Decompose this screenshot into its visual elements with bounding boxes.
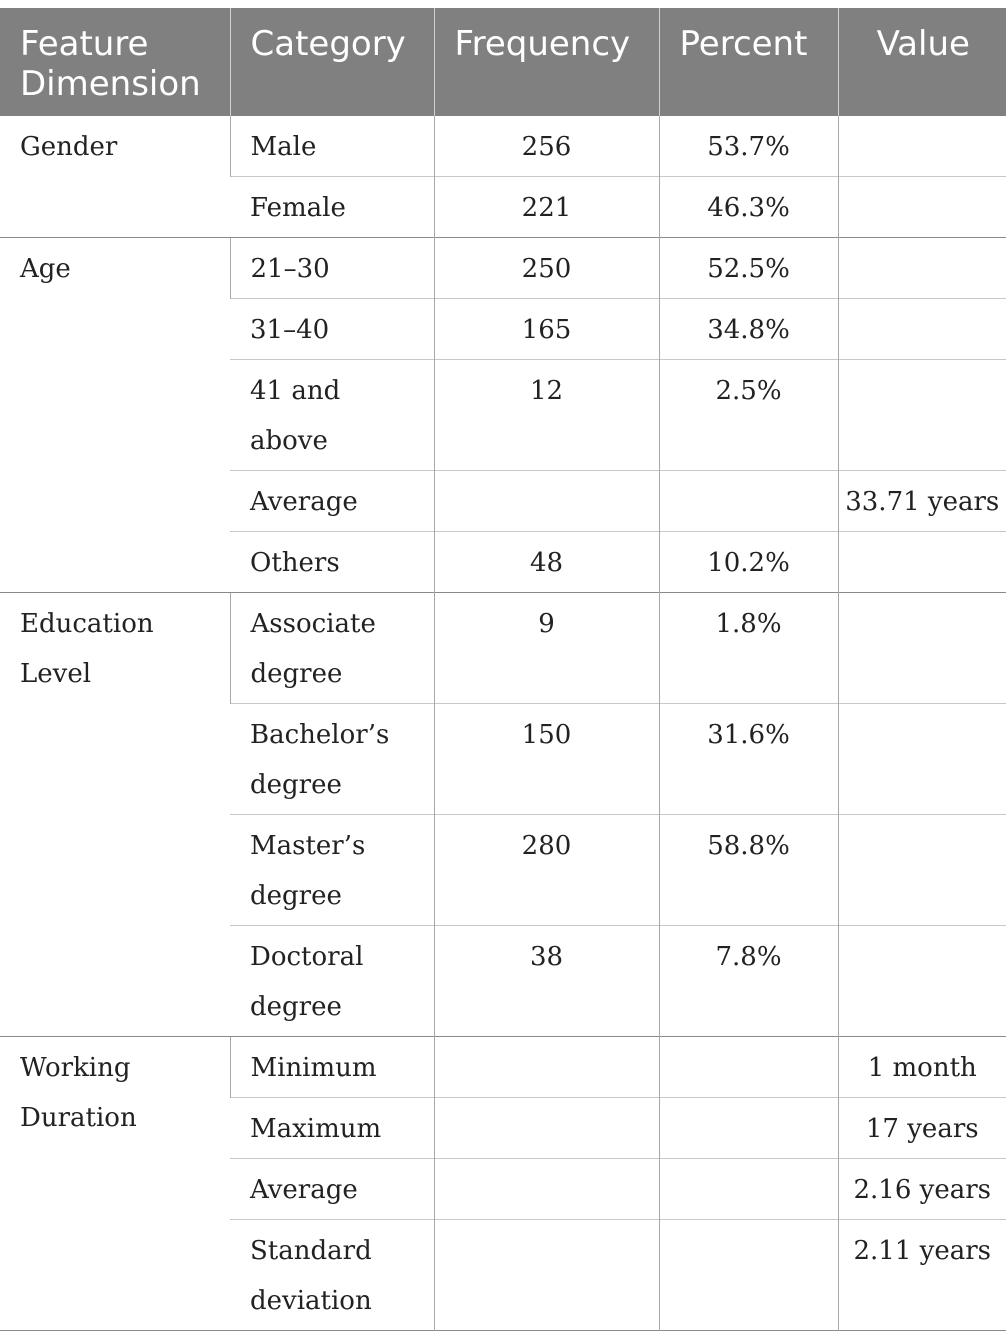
value-cell bbox=[838, 926, 1006, 1037]
value-cell: 1 month bbox=[838, 1037, 1006, 1098]
category-cell: Associate degree bbox=[230, 593, 434, 704]
percent-cell: 2.5% bbox=[659, 360, 838, 471]
percent-cell: 7.8% bbox=[659, 926, 838, 1037]
percent-cell bbox=[659, 471, 838, 532]
value-cell bbox=[838, 593, 1006, 704]
frequency-cell: 256 bbox=[434, 116, 659, 177]
table-header-row bbox=[0, 8, 1006, 116]
value-cell bbox=[838, 532, 1006, 593]
header-percent: Percent bbox=[659, 8, 838, 116]
frequency-cell bbox=[434, 471, 659, 532]
category-cell: Average bbox=[230, 471, 434, 532]
dimension-cell: Age bbox=[0, 238, 230, 593]
frequency-cell bbox=[434, 1037, 659, 1098]
category-cell: Others bbox=[230, 532, 434, 593]
demographics-table bbox=[0, 8, 1006, 1331]
frequency-cell: 250 bbox=[434, 238, 659, 299]
value-cell bbox=[838, 116, 1006, 177]
frequency-cell: 9 bbox=[434, 593, 659, 704]
value-cell: 33.71 years bbox=[838, 471, 1006, 532]
value-cell: 2.11 years bbox=[838, 1220, 1006, 1331]
percent-cell: 58.8% bbox=[659, 815, 838, 926]
percent-cell: 34.8% bbox=[659, 299, 838, 360]
category-cell: Bachelor’s degree bbox=[230, 704, 434, 815]
frequency-cell bbox=[434, 1159, 659, 1220]
category-cell: Maximum bbox=[230, 1098, 434, 1159]
frequency-cell: 280 bbox=[434, 815, 659, 926]
value-cell bbox=[838, 238, 1006, 299]
category-cell: Female bbox=[230, 177, 434, 238]
frequency-cell: 221 bbox=[434, 177, 659, 238]
value-cell bbox=[838, 299, 1006, 360]
percent-cell: 31.6% bbox=[659, 704, 838, 815]
header-value: Value bbox=[838, 8, 1006, 116]
value-cell bbox=[838, 177, 1006, 238]
header-feature-dimension: Feature Dimension bbox=[0, 8, 230, 116]
category-cell: Doctoral degree bbox=[230, 926, 434, 1037]
frequency-cell: 48 bbox=[434, 532, 659, 593]
category-cell: 21–30 bbox=[230, 238, 434, 299]
category-cell: Master’s degree bbox=[230, 815, 434, 926]
percent-cell bbox=[659, 1098, 838, 1159]
category-cell: 41 and above bbox=[230, 360, 434, 471]
percent-cell: 53.7% bbox=[659, 116, 838, 177]
dimension-cell: Gender bbox=[20, 132, 118, 162]
frequency-cell: 12 bbox=[434, 360, 659, 471]
frequency-cell bbox=[434, 1098, 659, 1159]
percent-cell: 46.3% bbox=[659, 177, 838, 238]
dimension-cell: Working Duration bbox=[0, 1037, 230, 1331]
table-row bbox=[0, 593, 1006, 704]
value-cell: 2.16 years bbox=[838, 1159, 1006, 1220]
percent-cell bbox=[659, 1159, 838, 1220]
category-cell: 31–40 bbox=[230, 299, 434, 360]
category-cell: Minimum bbox=[230, 1037, 434, 1098]
table-row bbox=[0, 116, 1006, 177]
percent-cell bbox=[659, 1037, 838, 1098]
dimension-cell: Education Level bbox=[0, 593, 230, 1037]
category-cell: Standard deviation bbox=[230, 1220, 434, 1331]
percent-cell: 10.2% bbox=[659, 532, 838, 593]
category-cell: Male bbox=[230, 116, 434, 177]
table-row bbox=[0, 1037, 1006, 1098]
frequency-cell: 150 bbox=[434, 704, 659, 815]
frequency-cell bbox=[434, 1220, 659, 1331]
header-category: Category bbox=[230, 8, 434, 116]
value-cell bbox=[838, 704, 1006, 815]
category-cell: Average bbox=[230, 1159, 434, 1220]
table-row bbox=[0, 238, 1006, 299]
percent-cell bbox=[659, 1220, 838, 1331]
frequency-cell: 165 bbox=[434, 299, 659, 360]
value-cell bbox=[838, 360, 1006, 471]
percent-cell: 52.5% bbox=[659, 238, 838, 299]
header-frequency: Frequency bbox=[434, 8, 659, 116]
percent-cell: 1.8% bbox=[659, 593, 838, 704]
value-cell: 17 years bbox=[838, 1098, 1006, 1159]
frequency-cell: 38 bbox=[434, 926, 659, 1037]
value-cell bbox=[838, 815, 1006, 926]
